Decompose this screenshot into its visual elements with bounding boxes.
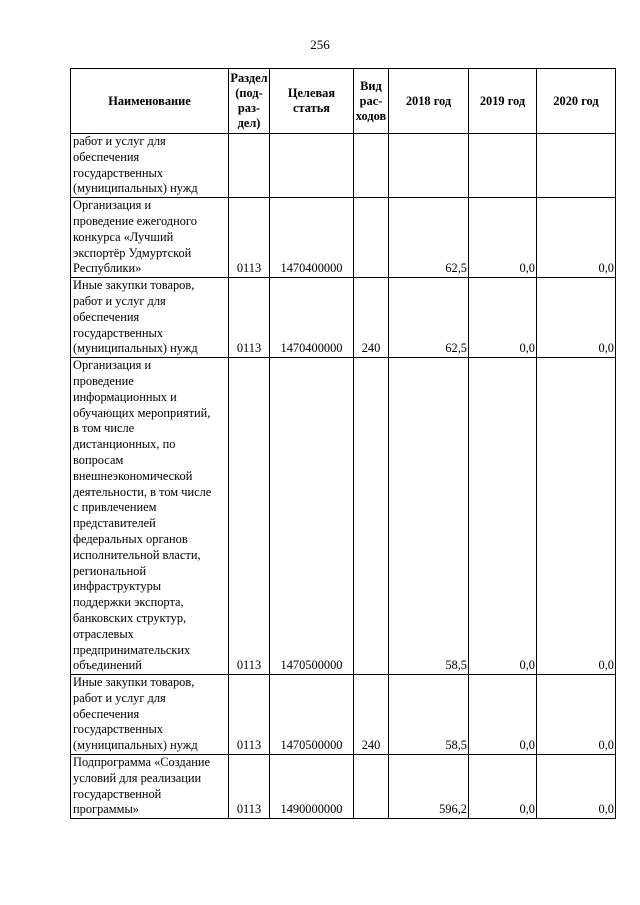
row-2018: 58,5 <box>389 675 469 755</box>
table-row <box>71 278 616 358</box>
table-body <box>71 134 616 819</box>
row-name-line: (муниципальных) нужд <box>73 181 198 196</box>
row-name-line: исполнительной власти, <box>73 547 201 562</box>
row-name-line: внешнеэкономической <box>73 468 193 483</box>
row-2018: 58,5 <box>389 358 469 675</box>
row-expense-type <box>354 198 389 278</box>
row-name-line: инфраструктуры <box>73 579 162 594</box>
row-name-line: условий для реализации <box>73 770 202 785</box>
row-name-line: Иные закупки товаров, <box>73 278 195 293</box>
table-row <box>71 358 616 675</box>
row-2020: 0,0 <box>537 755 616 819</box>
row-name-line: в том числе <box>73 421 135 436</box>
row-name <box>71 134 229 198</box>
row-name-line: государственных <box>73 722 164 737</box>
row-expense-type <box>354 134 389 198</box>
row-name-line: отраслевых <box>73 626 134 641</box>
header-2018: 2018 год <box>389 69 469 134</box>
row-expense-type: 240 <box>354 278 389 358</box>
header-section-line: (под- <box>235 86 263 100</box>
table-row <box>71 675 616 755</box>
header-section-line: Раздел <box>230 71 268 85</box>
header-section-line: раз- <box>237 101 261 115</box>
header-name: Наименование <box>71 69 229 134</box>
row-section <box>229 134 270 198</box>
row-section: 0113 <box>229 278 270 358</box>
row-name-line: Организация и <box>73 358 152 373</box>
table-row <box>71 198 616 278</box>
row-name-line: предпринимательских <box>73 642 191 657</box>
row-name-line: дистанционных, по <box>73 437 176 452</box>
row-2018: 596,2 <box>389 755 469 819</box>
row-name-line: государственных <box>73 325 164 340</box>
row-2019: 0,0 <box>469 278 537 358</box>
row-name-line: экспортёр Удмуртской <box>73 245 192 260</box>
row-2018: 62,5 <box>389 278 469 358</box>
row-expense-type <box>354 358 389 675</box>
row-name-line: федеральных органов <box>73 531 188 546</box>
row-section: 0113 <box>229 675 270 755</box>
row-target: 1470400000 <box>270 198 354 278</box>
header-2020: 2020 год <box>537 69 616 134</box>
header-target <box>270 69 354 134</box>
row-section: 0113 <box>229 198 270 278</box>
header-target-line: статья <box>293 101 330 115</box>
row-target: 1490000000 <box>270 755 354 819</box>
header-expense-line: Вид <box>360 78 382 93</box>
row-name-line: объединений <box>73 658 142 673</box>
row-name-line: государственной <box>73 786 162 801</box>
row-name-line: обучающих мероприятий, <box>73 405 211 420</box>
header-section-line: дел) <box>237 116 261 130</box>
row-name-line: работ и услуг для <box>73 134 166 148</box>
row-name-line: программы» <box>73 802 140 817</box>
row-name-line: вопросам <box>73 452 124 467</box>
header-expense-type <box>354 69 389 134</box>
row-name-line: (муниципальных) нужд <box>73 341 198 356</box>
header-2019: 2019 год <box>469 69 537 134</box>
row-name-line: проведение <box>73 373 134 388</box>
row-2020: 0,0 <box>537 358 616 675</box>
header-expense-line: рас- <box>359 93 383 108</box>
row-name-line: деятельности, в том числе <box>73 484 212 499</box>
row-name-line: обеспечения <box>73 706 140 721</box>
row-expense-type: 240 <box>354 675 389 755</box>
row-target: 1470400000 <box>270 278 354 358</box>
row-name-line: Подпрограмма «Создание <box>73 755 210 770</box>
row-name <box>71 755 229 819</box>
table-row <box>71 134 616 198</box>
table-header-row <box>71 69 616 134</box>
row-name-line: работ и услуг для <box>73 293 166 308</box>
row-section: 0113 <box>229 358 270 675</box>
row-name-line: Республики» <box>73 261 142 276</box>
row-name-line: Организация и <box>73 198 152 213</box>
row-name-line: с привлечением <box>73 500 157 515</box>
row-name-line: работ и услуг для <box>73 690 166 705</box>
row-name-line: конкурса «Лучший <box>73 229 174 244</box>
row-2020: 0,0 <box>537 278 616 358</box>
row-target: 1470500000 <box>270 675 354 755</box>
header-expense-line: ходов <box>355 108 387 123</box>
row-name-line: обеспечения <box>73 309 140 324</box>
row-name-line: (муниципальных) нужд <box>73 738 198 753</box>
row-target: 1470500000 <box>270 358 354 675</box>
row-2019: 0,0 <box>469 755 537 819</box>
row-2020 <box>537 134 616 198</box>
row-name-line: представителей <box>73 516 156 531</box>
row-2019 <box>469 134 537 198</box>
row-2020: 0,0 <box>537 675 616 755</box>
header-target-line: Целевая <box>287 86 336 100</box>
page-number: 256 <box>310 37 330 52</box>
table-row <box>71 755 616 819</box>
row-2020: 0,0 <box>537 198 616 278</box>
row-name <box>71 278 229 358</box>
row-name-line: Иные закупки товаров, <box>73 675 195 690</box>
row-2019: 0,0 <box>469 358 537 675</box>
row-expense-type <box>354 755 389 819</box>
row-name-line: обеспечения <box>73 149 140 164</box>
row-name-line: проведение ежегодного <box>73 213 197 228</box>
row-name-line: информационных и <box>73 389 177 404</box>
row-name <box>71 198 229 278</box>
row-target <box>270 134 354 198</box>
row-section: 0113 <box>229 755 270 819</box>
row-name <box>71 358 229 675</box>
header-section <box>229 69 270 134</box>
row-2018 <box>389 134 469 198</box>
row-2019: 0,0 <box>469 675 537 755</box>
row-name-line: государственных <box>73 165 164 180</box>
row-name <box>71 675 229 755</box>
row-2019: 0,0 <box>469 198 537 278</box>
row-2018: 62,5 <box>389 198 469 278</box>
row-name-line: региональной <box>73 563 147 578</box>
budget-table <box>70 68 616 819</box>
row-name-line: поддержки экспорта, <box>73 595 184 610</box>
row-name-line: банковских структур, <box>73 610 187 625</box>
